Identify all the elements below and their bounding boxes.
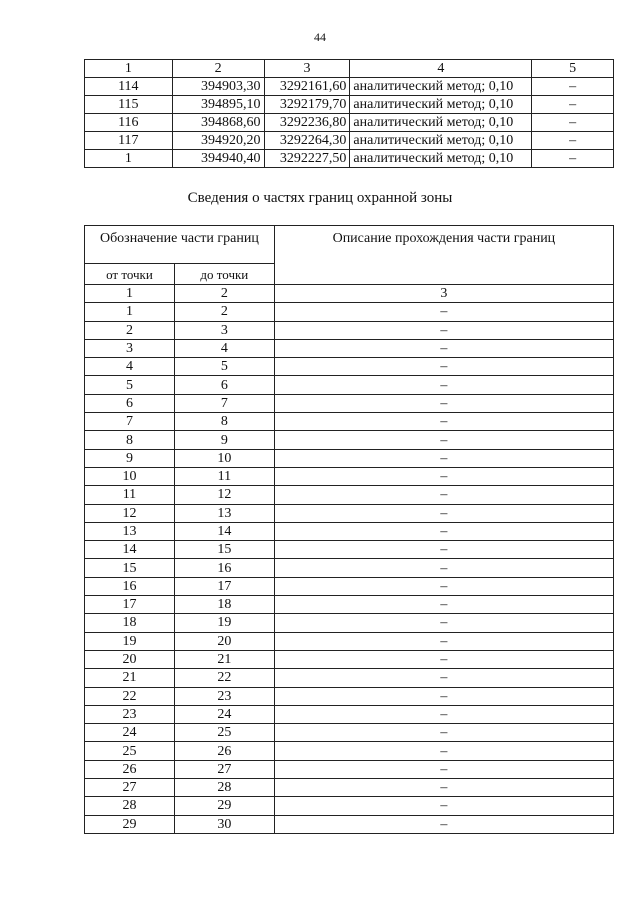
- description-cell: –: [274, 467, 613, 485]
- to-point-cell: 16: [174, 559, 274, 577]
- coord-y-cell: 3292161,60: [264, 78, 350, 96]
- to-point-cell: 15: [174, 541, 274, 559]
- to-point-cell: 21: [174, 650, 274, 668]
- to-point-cell: 26: [174, 742, 274, 760]
- method-accuracy-cell: аналитический метод; 0,10: [350, 78, 532, 96]
- from-point-cell: 18: [85, 614, 175, 632]
- point-number-cell: 1: [85, 150, 173, 168]
- point-number-cell: 117: [85, 132, 173, 150]
- parts-header-row: [85, 226, 614, 264]
- table-row: [85, 632, 614, 650]
- table-row: [85, 522, 614, 540]
- table-row: [85, 742, 614, 760]
- from-point-cell: 25: [85, 742, 175, 760]
- table-row: [85, 132, 614, 150]
- description-cell: –: [274, 394, 613, 412]
- to-point-cell: 22: [174, 669, 274, 687]
- table-row: [85, 413, 614, 431]
- from-point-cell: 4: [85, 358, 175, 376]
- to-point-cell: 30: [174, 815, 274, 833]
- description-cell: –: [274, 559, 613, 577]
- coord-x-cell: 394868,60: [172, 114, 264, 132]
- coord-x-cell: 394920,20: [172, 132, 264, 150]
- table-row: [85, 96, 614, 114]
- column-number-2: 2: [174, 285, 274, 303]
- to-point-cell: 11: [174, 467, 274, 485]
- column-number-4: 4: [350, 60, 532, 78]
- coordinates-header-row: [85, 60, 614, 78]
- to-point-cell: 7: [174, 394, 274, 412]
- to-point-cell: 29: [174, 797, 274, 815]
- from-point-cell: 3: [85, 339, 175, 357]
- description-cell: –: [274, 449, 613, 467]
- table-row: [85, 687, 614, 705]
- to-point-cell: 25: [174, 724, 274, 742]
- from-point-cell: 29: [85, 815, 175, 833]
- from-point-cell: 22: [85, 687, 175, 705]
- coord-y-cell: 3292227,50: [264, 150, 350, 168]
- table-row: [85, 303, 614, 321]
- section-title: Сведения о частях границ охранной зоны: [187, 190, 453, 206]
- description-cell: –: [274, 541, 613, 559]
- to-point-cell: 20: [174, 632, 274, 650]
- from-point-cell: 6: [85, 394, 175, 412]
- description-cell: –: [274, 705, 613, 723]
- table-row: [85, 486, 614, 504]
- table-row: [85, 339, 614, 357]
- coordinates-table: [84, 59, 614, 168]
- coord-x-cell: 394895,10: [172, 96, 264, 114]
- description-header: Описание прохождения части границ: [274, 226, 613, 285]
- table-row: [85, 815, 614, 833]
- description-cell: –: [274, 669, 613, 687]
- table-row: [85, 431, 614, 449]
- to-point-cell: 14: [174, 522, 274, 540]
- coord-y-cell: 3292236,80: [264, 114, 350, 132]
- from-point-cell: 5: [85, 376, 175, 394]
- column-number-5: 5: [532, 60, 614, 78]
- from-point-cell: 21: [85, 669, 175, 687]
- table-row: [85, 114, 614, 132]
- description-cell: –: [274, 376, 613, 394]
- description-cell: –: [274, 413, 613, 431]
- to-point-cell: 23: [174, 687, 274, 705]
- table-row: [85, 541, 614, 559]
- description-cell: –: [274, 358, 613, 376]
- to-point-cell: 10: [174, 449, 274, 467]
- from-point-cell: 10: [85, 467, 175, 485]
- extra-value-cell: –: [532, 96, 614, 114]
- to-point-cell: 5: [174, 358, 274, 376]
- from-point-cell: 8: [85, 431, 175, 449]
- to-point-cell: 8: [174, 413, 274, 431]
- page-number: 44: [314, 30, 326, 44]
- description-cell: –: [274, 504, 613, 522]
- to-point-cell: 9: [174, 431, 274, 449]
- table-row: [85, 394, 614, 412]
- table-row: [85, 724, 614, 742]
- column-number-3: 3: [274, 285, 613, 303]
- coord-y-cell: 3292264,30: [264, 132, 350, 150]
- to-point-cell: 27: [174, 760, 274, 778]
- table-row: [85, 150, 614, 168]
- from-point-cell: 12: [85, 504, 175, 522]
- coord-x-cell: 394940,40: [172, 150, 264, 168]
- to-point-cell: 4: [174, 339, 274, 357]
- table-row: [85, 614, 614, 632]
- method-accuracy-cell: аналитический метод; 0,10: [350, 114, 532, 132]
- parts-column-number-row: [85, 285, 614, 303]
- column-number-2: 2: [172, 60, 264, 78]
- to-point-cell: 6: [174, 376, 274, 394]
- to-point-cell: 17: [174, 577, 274, 595]
- column-number-1: 1: [85, 60, 173, 78]
- coord-y-cell: 3292179,70: [264, 96, 350, 114]
- table-row: [85, 449, 614, 467]
- table-row: [85, 705, 614, 723]
- description-cell: –: [274, 486, 613, 504]
- table-row: [85, 779, 614, 797]
- extra-value-cell: –: [532, 150, 614, 168]
- to-point-header: до точки: [174, 264, 274, 285]
- table-row: [85, 669, 614, 687]
- table-row: [85, 504, 614, 522]
- description-cell: –: [274, 650, 613, 668]
- from-point-cell: 26: [85, 760, 175, 778]
- from-point-cell: 16: [85, 577, 175, 595]
- description-cell: –: [274, 303, 613, 321]
- from-point-cell: 15: [85, 559, 175, 577]
- table-row: [85, 650, 614, 668]
- description-cell: –: [274, 614, 613, 632]
- to-point-cell: 2: [174, 303, 274, 321]
- point-number-cell: 114: [85, 78, 173, 96]
- description-cell: –: [274, 779, 613, 797]
- table-row: [85, 577, 614, 595]
- table-row: [85, 559, 614, 577]
- from-point-cell: 24: [85, 724, 175, 742]
- column-number-1: 1: [85, 285, 175, 303]
- extra-value-cell: –: [532, 132, 614, 150]
- from-point-cell: 1: [85, 303, 175, 321]
- from-point-cell: 19: [85, 632, 175, 650]
- from-point-cell: 11: [85, 486, 175, 504]
- table-row: [85, 376, 614, 394]
- to-point-cell: 24: [174, 705, 274, 723]
- table-row: [85, 78, 614, 96]
- from-point-cell: 14: [85, 541, 175, 559]
- to-point-cell: 13: [174, 504, 274, 522]
- description-cell: –: [274, 815, 613, 833]
- from-point-cell: 17: [85, 596, 175, 614]
- from-point-cell: 9: [85, 449, 175, 467]
- column-number-3: 3: [264, 60, 350, 78]
- description-cell: –: [274, 632, 613, 650]
- method-accuracy-cell: аналитический метод; 0,10: [350, 150, 532, 168]
- from-point-cell: 23: [85, 705, 175, 723]
- to-point-cell: 19: [174, 614, 274, 632]
- coord-x-cell: 394903,30: [172, 78, 264, 96]
- method-accuracy-cell: аналитический метод; 0,10: [350, 96, 532, 114]
- description-cell: –: [274, 760, 613, 778]
- to-point-cell: 28: [174, 779, 274, 797]
- description-cell: –: [274, 522, 613, 540]
- description-cell: –: [274, 596, 613, 614]
- description-cell: –: [274, 797, 613, 815]
- method-accuracy-cell: аналитический метод; 0,10: [350, 132, 532, 150]
- table-row: [85, 760, 614, 778]
- from-point-cell: 13: [85, 522, 175, 540]
- extra-value-cell: –: [532, 114, 614, 132]
- description-cell: –: [274, 339, 613, 357]
- description-cell: –: [274, 431, 613, 449]
- table-row: [85, 321, 614, 339]
- from-point-cell: 7: [85, 413, 175, 431]
- description-cell: –: [274, 321, 613, 339]
- from-point-header: от точки: [85, 264, 175, 285]
- description-cell: –: [274, 687, 613, 705]
- point-number-cell: 115: [85, 96, 173, 114]
- table-row: [85, 358, 614, 376]
- to-point-cell: 3: [174, 321, 274, 339]
- designation-header: Обозначение части границ: [85, 226, 275, 264]
- to-point-cell: 18: [174, 596, 274, 614]
- description-cell: –: [274, 724, 613, 742]
- to-point-cell: 12: [174, 486, 274, 504]
- point-number-cell: 116: [85, 114, 173, 132]
- from-point-cell: 27: [85, 779, 175, 797]
- from-point-cell: 28: [85, 797, 175, 815]
- from-point-cell: 2: [85, 321, 175, 339]
- table-row: [85, 596, 614, 614]
- table-row: [85, 797, 614, 815]
- extra-value-cell: –: [532, 78, 614, 96]
- boundary-parts-table: [84, 225, 614, 834]
- from-point-cell: 20: [85, 650, 175, 668]
- description-cell: –: [274, 577, 613, 595]
- description-cell: –: [274, 742, 613, 760]
- table-row: [85, 467, 614, 485]
